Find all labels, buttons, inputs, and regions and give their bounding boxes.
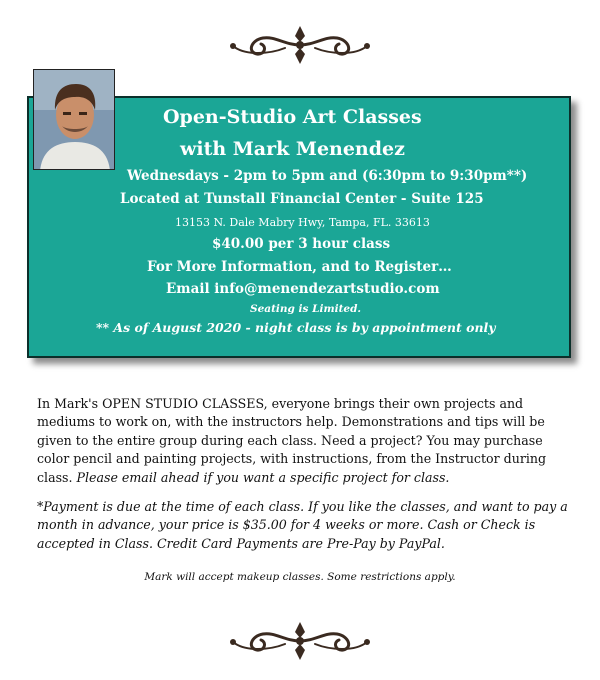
seating-note: Seating is Limited. — [250, 303, 362, 315]
description-text: In Mark's OPEN STUDIO CLASSES, everyone brings their own projects and mediums to work on, with the instructors help. Demonstrations and tips will be given to the entire group during each class. Need a project? You may purchase color pencil and painting projects, with instructions, from the Instructor during class. — [37, 396, 547, 485]
banner-subtitle: with Mark Menendez — [180, 138, 405, 160]
more-info-text: For More Information, and to Register… — [147, 259, 452, 275]
price-text: $40.00 per 3 hour class — [212, 236, 391, 252]
makeup-classes-note: Mark will accept makeup classes. Some restrictions apply. — [144, 571, 456, 583]
email-link[interactable]: Email info@menendezartstudio.com — [166, 281, 440, 297]
description-paragraph — [37, 395, 577, 487]
location-text: Located at Tunstall Financial Center - Suite 125 — [120, 191, 484, 207]
night-class-note: ** As of August 2020 - night class is by appointment only — [96, 320, 496, 335]
scroll-ornament-icon — [225, 618, 375, 664]
email-ahead-text: Please email ahead if you want a specific project for class. — [76, 469, 450, 485]
schedule-text: Wednesdays - 2pm to 5pm and (6:30pm to 9:30pm**) — [127, 168, 528, 184]
payment-paragraph: *Payment is due at the time of each class. If you like the classes, and want to pay a month in advance, your price is $35.00 for 4 weeks or more. Cash or Check is accepted in Class. Credit Card Payments are Pre-Pay by PayPal. — [37, 499, 568, 551]
address-text: 13153 N. Dale Mabry Hwy, Tampa, FL. 33613 — [175, 216, 430, 229]
scroll-ornament-icon — [225, 22, 375, 68]
banner-title: Open-Studio Art Classes — [163, 106, 422, 128]
portrait-photo — [33, 69, 115, 170]
